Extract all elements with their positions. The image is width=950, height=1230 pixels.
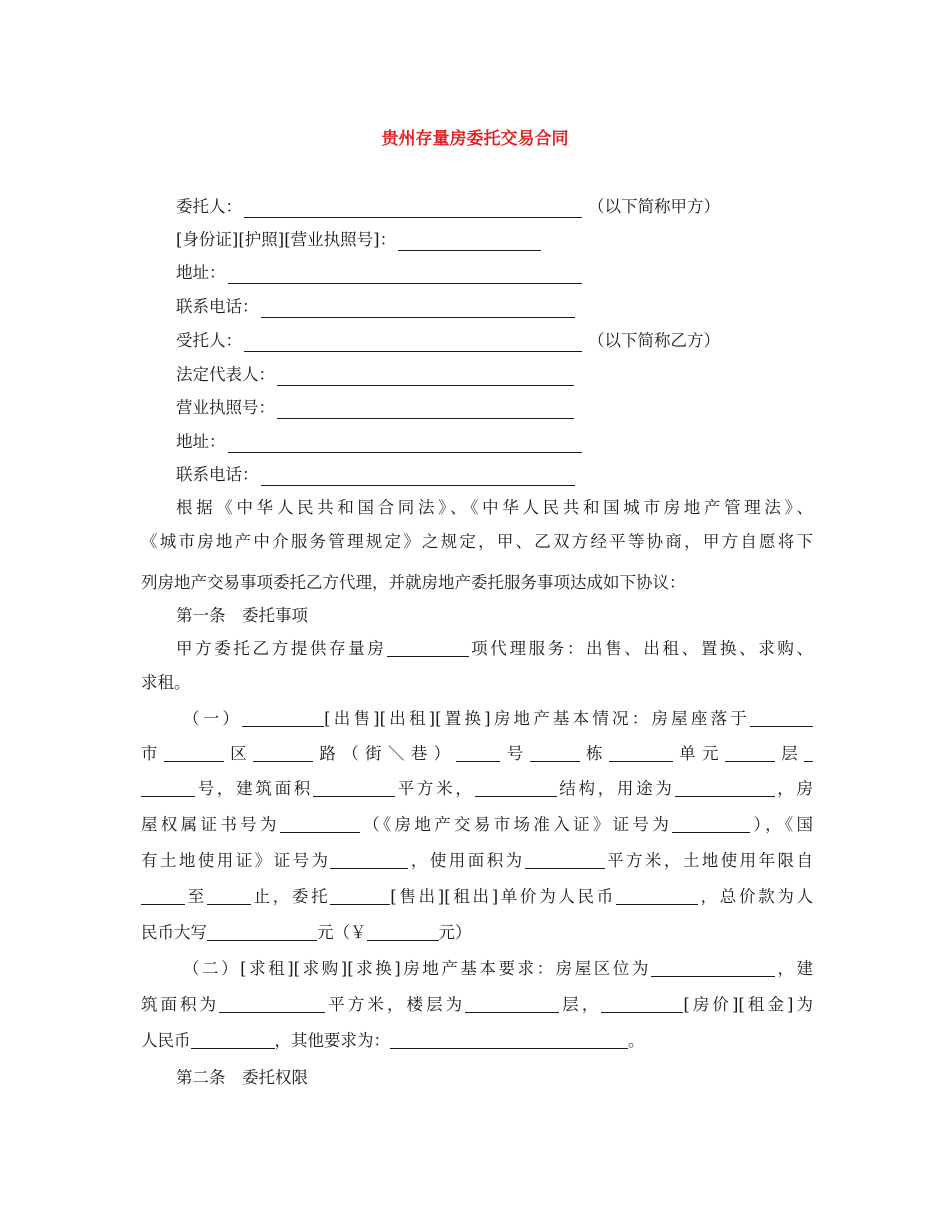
- blank-line: [367, 923, 439, 941]
- text-run: 。: [628, 1031, 645, 1050]
- text-run: 市: [141, 744, 164, 763]
- blank-line: [244, 200, 582, 218]
- text-run: 平方米，土地使用年限自: [604, 851, 814, 870]
- blank-line: [164, 744, 224, 762]
- intro-line: 列房地产交易事项委托乙方代理，并就房地产委托服务事项达成如下协议：: [141, 573, 686, 592]
- blank-line: [261, 468, 575, 486]
- text-run: （《房地产交易市场准入证》证号为: [359, 815, 673, 834]
- blank-line: [191, 1031, 275, 1049]
- blank-line: [228, 435, 582, 453]
- field-suffix: （以下简称乙方）: [588, 331, 720, 350]
- blank-line: [465, 995, 559, 1013]
- blank-line: [672, 815, 750, 833]
- text-run: 有土地使用证》证号为: [141, 851, 331, 870]
- text-run: [售出][租出]单价为人民币: [390, 887, 616, 906]
- blank-line: [219, 995, 325, 1013]
- blank-line: [616, 887, 698, 905]
- field-agent-address: [141, 431, 813, 453]
- blank-line: [207, 887, 251, 905]
- field-legal-representative: [141, 364, 813, 386]
- text-run: 项代理服务：出售、出租、置换、求购、: [468, 639, 814, 658]
- text-run: 区: [223, 744, 254, 763]
- text-run: 至: [185, 887, 207, 906]
- blank-line: [253, 744, 313, 762]
- blank-line: [475, 779, 557, 797]
- blank-line: [280, 815, 360, 833]
- blank-line: [651, 959, 775, 977]
- intro-line: 《城市房地产中介服务管理规定》之规定，甲、乙双方经平等协商，甲方自愿将下: [141, 532, 813, 551]
- text-run: [出售][出租][置换]房地产基本情况：房屋座落于: [324, 709, 751, 728]
- text-run: ，房: [774, 779, 814, 798]
- paragraph-line: [141, 708, 813, 730]
- text-run: 人民币: [141, 1031, 191, 1050]
- field-label: 营业执照号：: [176, 398, 275, 417]
- field-id-number: [141, 229, 813, 251]
- text-run: ，建: [774, 959, 814, 978]
- text-run: 筑面积为: [141, 995, 220, 1014]
- paragraph-line: [141, 850, 813, 872]
- blank-line: [525, 851, 605, 869]
- paragraph-line: [141, 886, 813, 908]
- paragraph-line: [141, 814, 813, 836]
- blank-line: [609, 744, 673, 762]
- blank-line: [675, 779, 775, 797]
- text-run: 号: [500, 744, 530, 763]
- blank-line: [228, 266, 582, 284]
- text-run: 止，委托: [250, 887, 331, 906]
- text-run: 平方米，: [395, 779, 475, 798]
- text-run: 民币大写: [141, 923, 207, 942]
- field-business-license: [141, 397, 813, 419]
- text-run: [房价][租金]为: [683, 995, 814, 1014]
- blank-line: [398, 233, 541, 251]
- field-label: [身份证][护照][营业执照号]：: [176, 230, 397, 249]
- field-label: 联系电话：: [176, 465, 259, 484]
- field-principal-address: [141, 262, 813, 284]
- field-principal-phone: [141, 296, 813, 318]
- paragraph-line: [141, 922, 813, 944]
- field-label: 法定代表人：: [176, 365, 275, 384]
- field-label: 联系电话：: [176, 297, 259, 316]
- field-principal: [141, 196, 813, 218]
- blank-line: [725, 744, 775, 762]
- paragraph-line: [141, 958, 813, 980]
- blank-line: [207, 923, 317, 941]
- blank-line: [390, 1031, 628, 1049]
- field-agent: [141, 330, 813, 352]
- text-run: 元）: [438, 923, 472, 942]
- text-run: 元（￥: [317, 923, 367, 942]
- field-label: 受托人：: [176, 331, 242, 350]
- text-run: 屋权属证书号为: [141, 815, 280, 834]
- text-run: （二）[求租][求购][求换]房地产基本要求：房屋区位为: [183, 959, 651, 978]
- blank-line: [330, 887, 390, 905]
- blank-line: [601, 995, 683, 1013]
- paragraph-line: [141, 638, 813, 660]
- article-heading: 第一条 委托事项: [176, 606, 308, 625]
- field-label: 地址：: [176, 263, 226, 282]
- paragraph-line: 求租。: [141, 673, 191, 692]
- blank-line: [141, 779, 195, 797]
- paragraph-line: [141, 1030, 813, 1052]
- text-run: 栋: [579, 744, 609, 763]
- blank-line: [313, 779, 395, 797]
- field-agent-phone: [141, 464, 813, 486]
- blank-line: [242, 709, 324, 727]
- text-run: 平方米，楼层为: [325, 995, 466, 1014]
- blank-line: [330, 851, 408, 869]
- blank-line: [750, 709, 813, 727]
- text-run: ，其他要求为：: [274, 1031, 390, 1050]
- text-run: （一）: [183, 709, 243, 728]
- text-run: 结构，用途为: [556, 779, 675, 798]
- text-run: ，使用面积为: [408, 851, 525, 870]
- text-run: 层，: [559, 995, 602, 1014]
- paragraph-line: [141, 743, 813, 765]
- field-label: 地址：: [176, 432, 226, 451]
- blank-line: [804, 744, 813, 762]
- blank-line: [141, 887, 185, 905]
- intro-line: 根据《中华人民共和国合同法》、《中华人民共和国城市房地产管理法》、: [176, 498, 813, 517]
- blank-line: [277, 401, 574, 419]
- text-run: ，总价款为人: [697, 887, 814, 906]
- blank-line: [456, 744, 500, 762]
- field-suffix: （以下简称甲方）: [588, 197, 720, 216]
- article-heading: 第二条 委托权限: [176, 1068, 308, 1087]
- document-title: 贵州存量房委托交易合同: [381, 129, 569, 149]
- blank-line: [277, 368, 574, 386]
- blank-line: [244, 334, 582, 352]
- blank-line: [261, 300, 575, 318]
- text-run: 甲方委托乙方提供存量房: [176, 639, 387, 658]
- paragraph-line: [141, 778, 813, 800]
- text-run: 路（街＼巷）: [313, 744, 457, 763]
- blank-line: [387, 639, 469, 657]
- text-run: 号，建筑面积: [195, 779, 313, 798]
- field-label: 委托人：: [176, 197, 242, 216]
- blank-line: [530, 744, 580, 762]
- paragraph-line: [141, 994, 813, 1016]
- text-run: 层: [774, 744, 805, 763]
- text-run: 单元: [672, 744, 725, 763]
- text-run: ），《国: [750, 815, 814, 834]
